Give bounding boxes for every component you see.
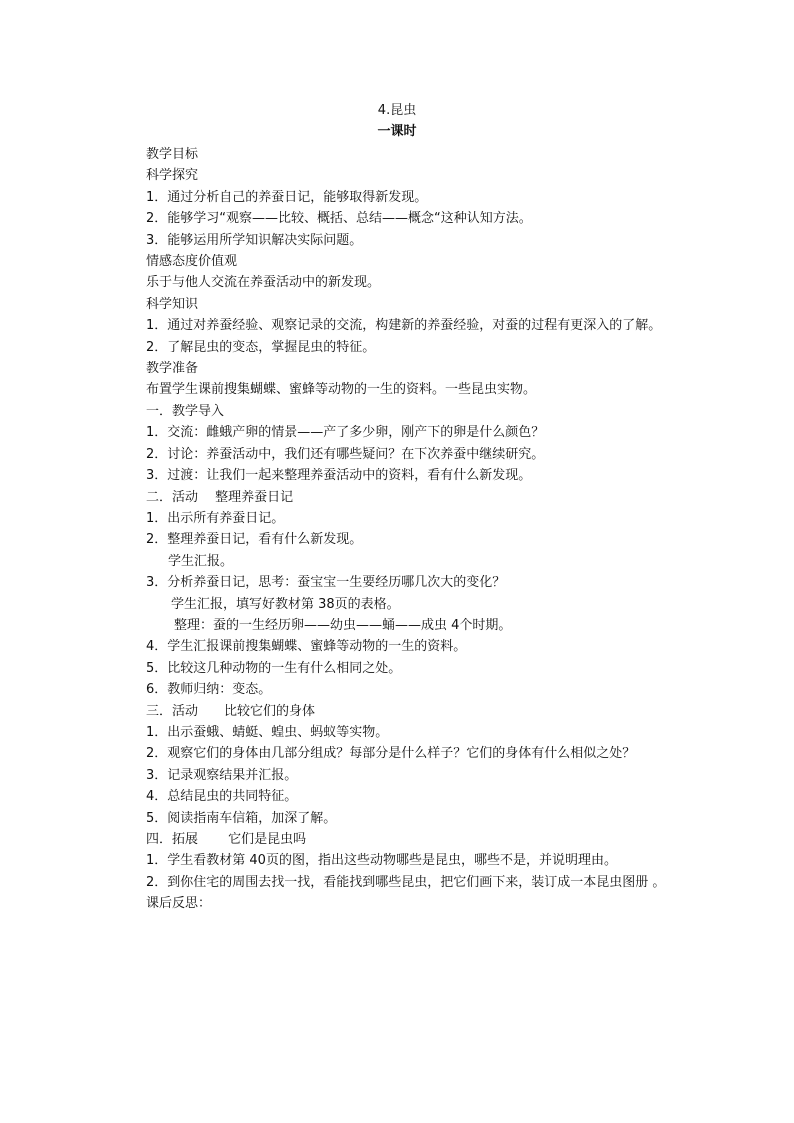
document-line: 3．过渡：让我们一起来整理养蚕活动中的资料，看有什么新发现。 bbox=[146, 468, 532, 484]
document-line: 2．整理养蚕日记，看有什么新发现。 bbox=[146, 532, 363, 548]
document-line: 2．观察它们的身体由几部分组成？每部分是什么样子？它们的身体有什么相似之处？ bbox=[146, 746, 636, 762]
document-line: 1．出示蚕蛾、蜻蜓、蝗虫、蚂蚁等实物。 bbox=[146, 724, 389, 740]
document-line: 教学准备 bbox=[146, 361, 199, 377]
document-line: 科学探究 bbox=[146, 168, 199, 184]
document-line: 3．分析养蚕日记，思考：蚕宝宝一生要经历哪几次大的变化？ bbox=[146, 575, 506, 591]
document-line: 5．比较这几种动物的一生有什么相同之处。 bbox=[146, 660, 402, 676]
document-line: 四．拓展 它们是昆虫吗 bbox=[146, 832, 307, 847]
document-line: 一．教学导入 bbox=[146, 403, 225, 419]
document-line: 5．阅读指南车信箱，加深了解。 bbox=[146, 810, 337, 826]
document-line: 2．到你住宅的周围去找一找，看能找到哪些昆虫，把它们画下来，装订成一本昆虫图册 。 bbox=[146, 874, 666, 890]
document-line: 1．交流：雌蛾产卵的情景——产了多少卵，刚产下的卵是什么颜色？ bbox=[146, 425, 545, 441]
document-line: 1．出示所有养蚕日记。 bbox=[146, 510, 285, 526]
document-line: 1．学生看教材第 40页的图，指出这些动物哪些是昆虫，哪些不是，并说明理由。 bbox=[146, 853, 617, 869]
document-line: 二．活动 整理养蚕日记 bbox=[146, 489, 294, 505]
document-line: 3．能够运用所学知识解决实际问题。 bbox=[146, 232, 363, 248]
document-line: 1．通过分析自己的养蚕日记，能够取得新发现。 bbox=[146, 189, 428, 205]
document-line: 学生汇报，填写好教材第 38页的表格。 bbox=[171, 596, 400, 612]
document-line: 乐于与他人交流在养蚕活动中的新发现。 bbox=[146, 275, 381, 291]
document-line: 课后反思： bbox=[146, 896, 212, 912]
document-line: 教学目标 bbox=[146, 147, 199, 162]
document-line: 6．教师归纳：变态。 bbox=[146, 682, 272, 698]
document-line: 2．了解昆虫的变态，掌握昆虫的特征。 bbox=[146, 339, 376, 355]
document-line: 2．讨论：养蚕活动中，我们还有哪些疑问？在下次养蚕中继续研究。 bbox=[146, 446, 545, 462]
document-line: 学生汇报。 bbox=[168, 553, 234, 569]
document-line: 情感态度价值观 bbox=[146, 254, 238, 270]
document-line: 三．活动 比较它们的身体 bbox=[146, 703, 316, 719]
document-line: 整理：蚕的一生经历卵——幼虫——蛹——成虫 4个时期。 bbox=[174, 617, 512, 633]
document-line: 3．记录观察结果并汇报。 bbox=[146, 767, 298, 783]
document-line: 布置学生课前搜集蝴蝶、蜜蜂等动物的一生的资料。一些昆虫实物。 bbox=[146, 382, 537, 398]
document-line: 1．通过对养蚕经验、观察记录的交流，构建新的养蚕经验，对蚕的过程有更深入的了解。 bbox=[146, 318, 662, 334]
document-body bbox=[118, 144, 684, 915]
document-line: 4．学生汇报课前搜集蝴蝶、蜜蜂等动物的一生的资料。 bbox=[146, 639, 467, 655]
lesson-subtitle: 一课时 bbox=[377, 124, 417, 139]
document-line: 2．能够学习“观察——比较、概括、总结——概念“这种认知方法。 bbox=[146, 211, 532, 227]
document-line: 科学知识 bbox=[146, 296, 199, 312]
document-line: 4．总结昆虫的共同特征。 bbox=[146, 789, 298, 805]
lesson-title: 4.昆虫 bbox=[377, 103, 417, 118]
